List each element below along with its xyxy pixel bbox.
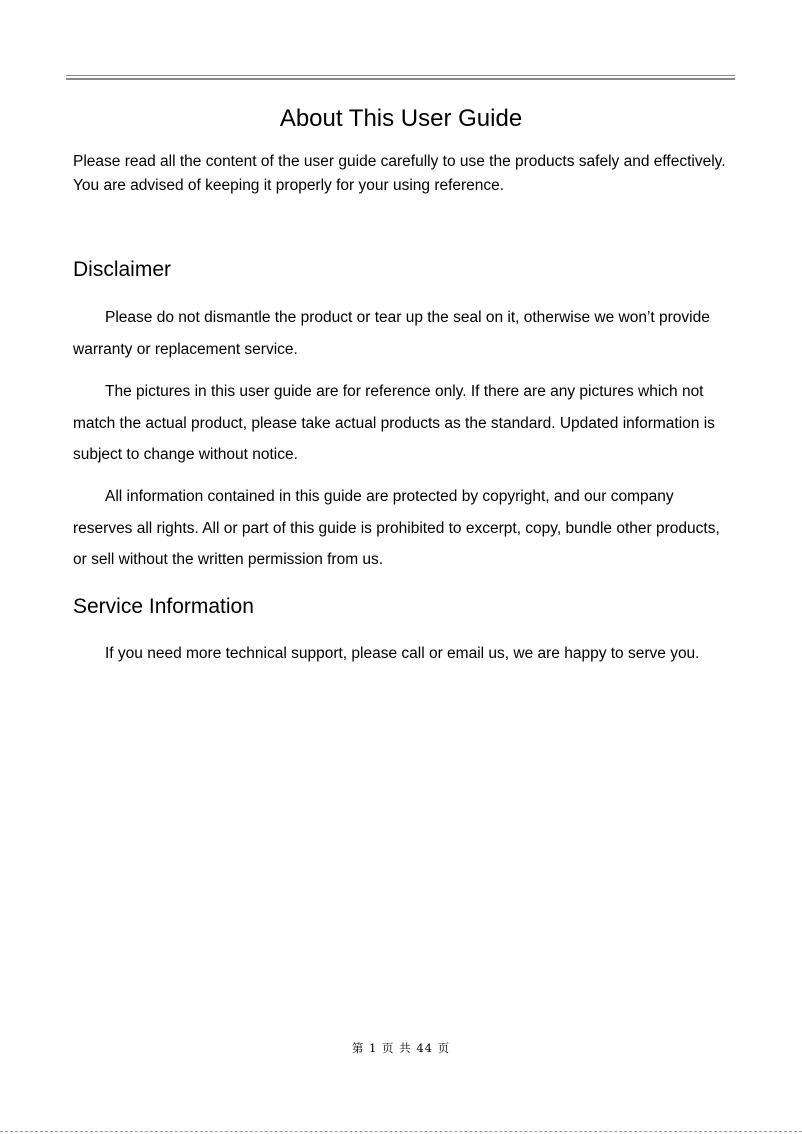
disclaimer-paragraph-1: Please do not dismantle the product or tear up the seal on it, otherwise we won’t provide warranty or replacement service.: [73, 309, 710, 358]
footer-rule: [0, 1131, 802, 1132]
header-rule: [66, 75, 735, 80]
service-heading: Service Information: [73, 595, 254, 618]
intro-paragraph: Please read all the content of the user guide carefully to use the products safely and effectively. You are advised of keeping it properly for your using reference.: [73, 153, 726, 194]
disclaimer-heading: Disclaimer: [73, 258, 172, 281]
service-paragraph: If you need more technical support, please call or email us, we are happy to serve you.: [105, 645, 700, 662]
page-number-footer: 第 1 页 共 44 页: [351, 1041, 451, 1055]
page-title: About This User Guide: [279, 105, 523, 132]
disclaimer-paragraph-3: All information contained in this guide are protected by copyright, and our company reserves all rights. All or part of this guide is prohibited to excerpt, copy, bundle other products, or sell without the written permission from us.: [73, 488, 720, 568]
disclaimer-paragraph-2: The pictures in this user guide are for reference only. If there are any pictures which not match the actual product, please take actual products as the standard. Updated information is subject to change without notice.: [73, 383, 715, 463]
